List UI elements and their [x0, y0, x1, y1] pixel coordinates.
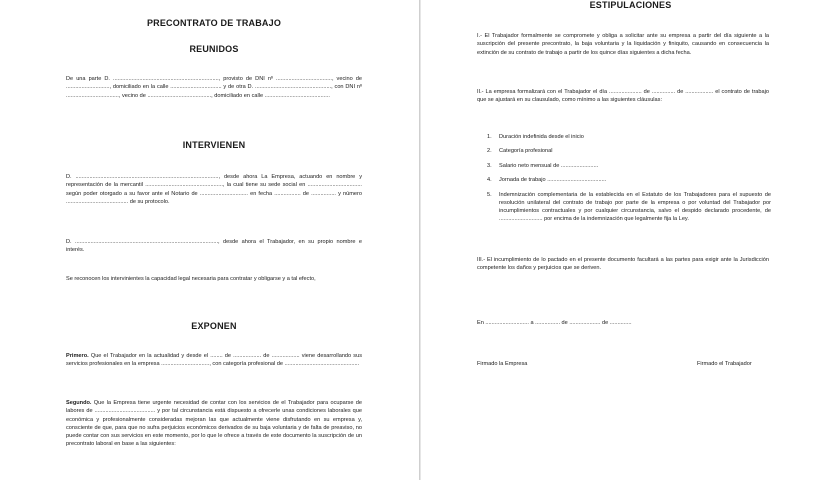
parties-paragraph: De una parte D. ...................................................................., provisto de DNI nº ...................................., vecino de ............................, domiciliado en la calle ................................. y de otra D. ................................................., con DNI nº .................................., vecino de ........................................., domiciliado en calle .......................................... — [66, 76, 362, 99]
right-page — [421, 0, 840, 480]
section-heading-estipulaciones: ESTIPULACIONES — [589, 0, 672, 10]
clause-item: 5. Indemnización complementaria de la establecida en el Estatuto de los Trabajadores para el supuesto de resolución unilateral del contrato de trabajo por parte de la empresa o por voluntad del Trabajador por incumplimientos contractuales y por cualquier circunstancia, salvo el despido declarado procedente, de ............................ por encima de la indemnización que legalmente fija la Ley. — [487, 191, 771, 223]
second-label: Segundo. — [66, 400, 92, 406]
clause-item: 3. Salario neto mensual de ........................ — [487, 162, 599, 169]
first-label: Primero. — [66, 353, 89, 359]
section-heading-reunidos: REUNIDOS — [189, 44, 239, 54]
signature-company: Firmado la Empresa — [477, 361, 528, 367]
stipulation-three: III.- El incumplimiento de lo pactado en el presente documento facultará a las partes para exigir ante la Jurisdicción competente los daños y perjuicios que se deriven. — [477, 257, 769, 272]
second-statement-paragraph — [66, 399, 362, 449]
clause-item: 1. Duración indefinida desde el inicio — [487, 134, 584, 140]
second-text: Que la Empresa tiene urgente necesidad de contar con los servicios de el Trabajador para ocuparse de labores de ....................................... y por tal circunstancia está dispuesto a ofrecerle unas condiciones laborales que económica y profesionalmente consideradas mejoran las que actualmente viene disfrutando en su empresa y, consciente de que, para que no sufra perjuicios económicos derivados de su baja voluntaria y de falta de preaviso, no puede contar con sus servicios en este momento, por lo que le ofrece a través de este documento la suscripción de un precontrato laboral en base a las siguientes: — [66, 400, 362, 448]
company-representative-paragraph: D. ............................................................................................, desde ahora La Empresa, actuando en nombre y representación de la mercantil .................................................., la cual tiene su sede social en ................................... según poder otorgado a su favor ante el Notario de ............................... en fecha ................. de ................ y número ........................................ de su protocolo. — [66, 174, 362, 205]
clauses-list — [487, 133, 771, 230]
signature-worker: Firmado el Trabajador — [697, 361, 752, 367]
worker-paragraph: D. ............................................................................................, desde ahora el Trabajador, en su propio nombre e interés. — [66, 239, 362, 254]
stipulation-one: I.- El Trabajador formalmente se compromete y obliga a solicitar ante su empresa a partir del día siguiente a la suscripción del presente precontrato, la baja voluntaria y la liquidación y finiquito, causando en consecuencia la extinción de su contrato de trabajo a partir de los quince días siguientes a dicha fecha. — [477, 33, 769, 56]
clause-item: 2. Categoría profesional — [487, 148, 553, 155]
place-and-date: En ............................ a ................ de .................... de .............. — [477, 320, 632, 326]
capacity-paragraph: Se reconocen los intervinientes la capacidad legal necesaria para contratar y obligarse y a tal efecto, — [66, 276, 316, 282]
section-heading-intervienen: INTERVIENEN — [182, 140, 246, 150]
stipulation-two: II.- La empresa formalizará con el Trabajador el día ..................... de ............... de .................. el contrato de trabajo que se ajustará en su clausulado, como mínimo a las siguientes cláusulas: — [477, 89, 769, 104]
first-statement-paragraph — [66, 352, 362, 369]
first-text: Que el Trabajador en la actualidad y desde el ........ de .................. de .................. viene desarrollando sus servicios profesionales en la empresa ..............................., con categoría profesional de ................................................ — [66, 353, 362, 368]
section-heading-exponen: EXPONEN — [191, 321, 237, 331]
document-title: PRECONTRATO DE TRABAJO — [146, 18, 282, 28]
clause-item: 4. Jornada de trabajo ...................................... — [487, 177, 607, 184]
